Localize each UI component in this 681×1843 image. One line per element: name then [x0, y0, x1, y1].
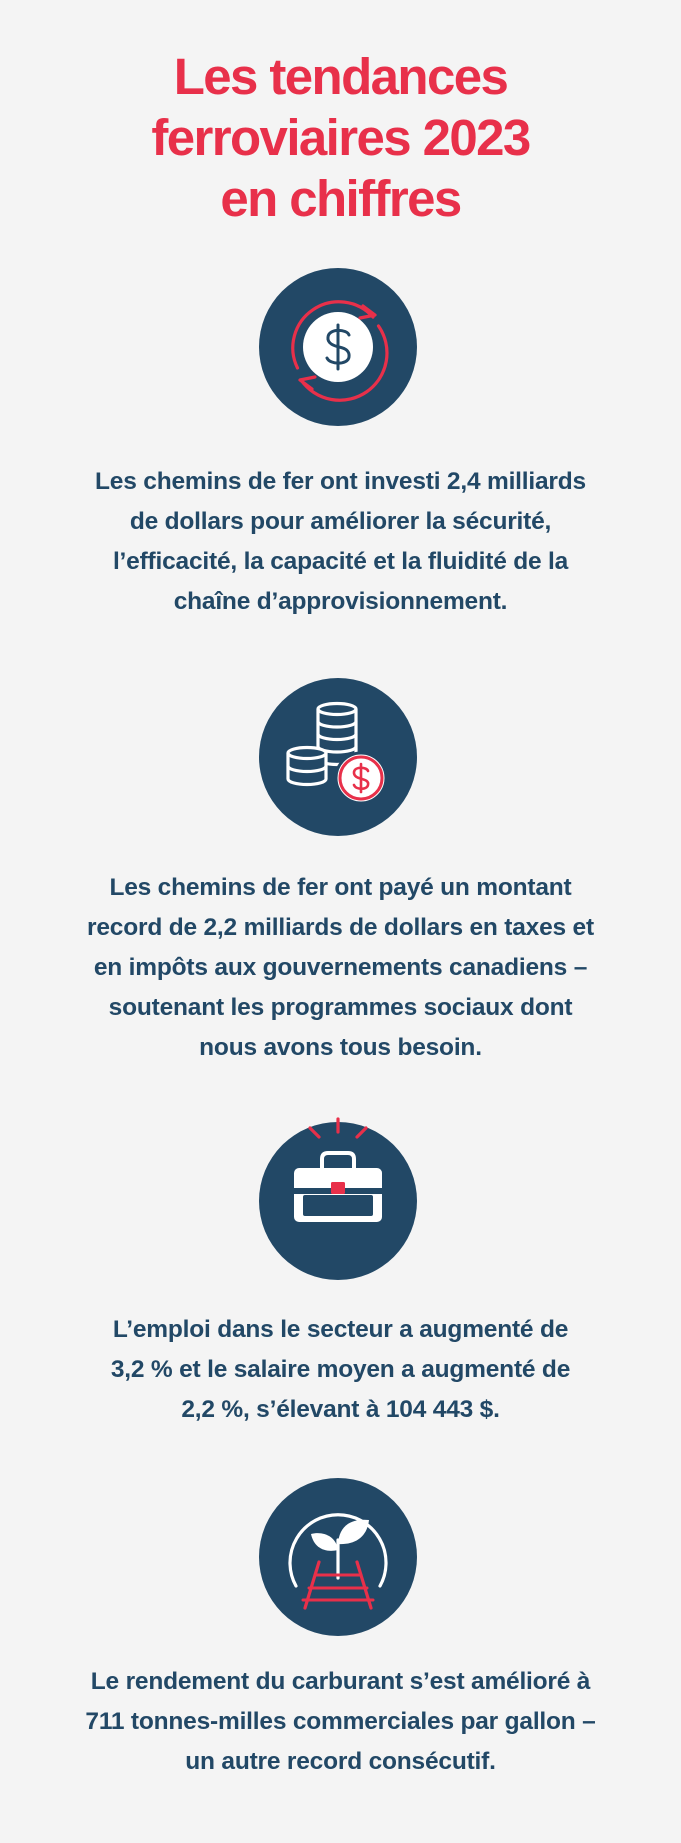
fact-line: nous avons tous besoin.: [199, 1034, 482, 1061]
fact-line: 2,2 %, s’élevant à 104 443 $.: [181, 1396, 500, 1423]
fact-line: chaîne d’approvisionnement.: [173, 588, 508, 615]
fact-employment: [40, 1310, 641, 1430]
title-line: en chiffres: [220, 170, 461, 227]
fact-line: record de 2,2 milliards de dollars en taxes et: [87, 914, 594, 941]
fact-line: Les chemins de fer ont investi 2,4 milliards: [95, 468, 586, 495]
fact-investment: [40, 462, 641, 622]
fact-line: de dollars pour améliorer la sécurité,: [129, 508, 552, 535]
coins-stack-icon: [259, 678, 417, 836]
page-title: [0, 46, 681, 229]
title-line: Les tendances: [173, 48, 508, 105]
briefcase-icon: [259, 1122, 417, 1280]
fact-line: en impôts aux gouvernements canadiens –: [93, 954, 588, 981]
fact-fuel-efficiency: [40, 1662, 641, 1782]
fact-line: Le rendement du carburant s’est amélioré à: [90, 1668, 591, 1695]
fact-line: 3,2 % et le salaire moyen a augmenté de: [110, 1356, 571, 1383]
fact-line: 711 tonnes-milles commerciales par gallon –: [85, 1708, 596, 1735]
fact-line: Les chemins de fer ont payé un montant: [109, 874, 572, 901]
sprout-rail-icon: [259, 1478, 417, 1636]
fact-line: soutenant les programmes sociaux dont: [108, 994, 573, 1021]
fact-line: L’emploi dans le secteur a augmenté de: [112, 1316, 569, 1343]
fact-line: l’efficacité, la capacité et la fluidité de la: [112, 548, 569, 575]
dollar-cycle-icon: [259, 268, 417, 426]
fact-line: un autre record consécutif.: [185, 1748, 496, 1775]
title-line: ferroviaires 2023: [151, 109, 530, 166]
fact-taxes: [40, 868, 641, 1068]
